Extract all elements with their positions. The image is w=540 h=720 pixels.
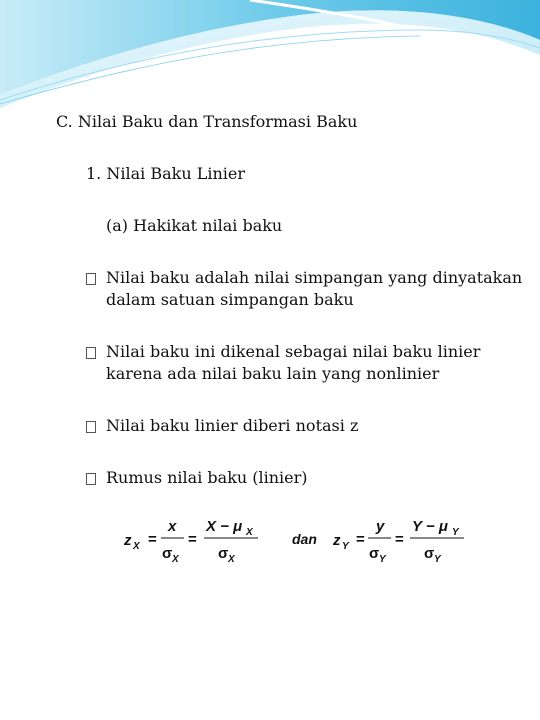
left-frac1-num: x <box>168 518 177 535</box>
right-frac2-num: Y − μ <box>412 518 448 535</box>
bullet-box-icon <box>86 347 96 359</box>
bullet-box-icon <box>86 421 96 433</box>
sub-subsection-heading: (a) Hakikat nilai baku <box>106 216 283 235</box>
bullet-text: Nilai baku linier diberi notasi z <box>106 416 359 435</box>
right-frac2-den-sub: Y <box>434 554 441 565</box>
left-frac2-den-sub: X <box>228 554 235 565</box>
right-lhs-sub: Y <box>342 541 349 552</box>
subsection-heading: 1. Nilai Baku Linier <box>86 164 245 183</box>
left-frac2-num-sub: X <box>246 527 253 538</box>
bullet-box-icon <box>86 473 96 485</box>
right-lhs: z <box>333 532 341 549</box>
equals-sign: = <box>148 531 157 548</box>
bullet-text: Nilai baku adalah nilai simpangan yang dinyatakan dalam satuan simpangan baku <box>106 268 523 309</box>
bullet-text: Rumus nilai baku (linier) <box>106 468 308 487</box>
left-lhs-sub: X <box>133 541 140 552</box>
bullet-box-icon <box>86 273 96 285</box>
section-heading: C. Nilai Baku dan Transformasi Baku <box>56 112 358 131</box>
left-frac2-num: X − μ <box>206 518 243 535</box>
equals-sign: = <box>356 531 365 548</box>
decorative-wave-banner <box>0 0 540 110</box>
right-frac2-num-sub: Y <box>452 527 459 538</box>
left-frac1-den: σ <box>162 545 173 562</box>
standard-score-formula <box>118 514 468 574</box>
right-frac1-num: y <box>376 518 385 535</box>
left-frac1-den-sub: X <box>172 554 179 565</box>
left-lhs: z <box>124 532 132 549</box>
right-frac2-den: σ <box>424 545 435 562</box>
bullet-text: Nilai baku ini dikenal sebagai nilai baku linier karena ada nilai baku lain yang nonlinier <box>106 342 481 383</box>
conjunction-text: dan <box>292 531 317 547</box>
equals-sign: = <box>395 531 404 548</box>
left-frac2-den: σ <box>218 545 229 562</box>
right-frac1-den-sub: Y <box>379 554 386 565</box>
right-frac1-den: σ <box>369 545 380 562</box>
equals-sign: = <box>188 531 197 548</box>
